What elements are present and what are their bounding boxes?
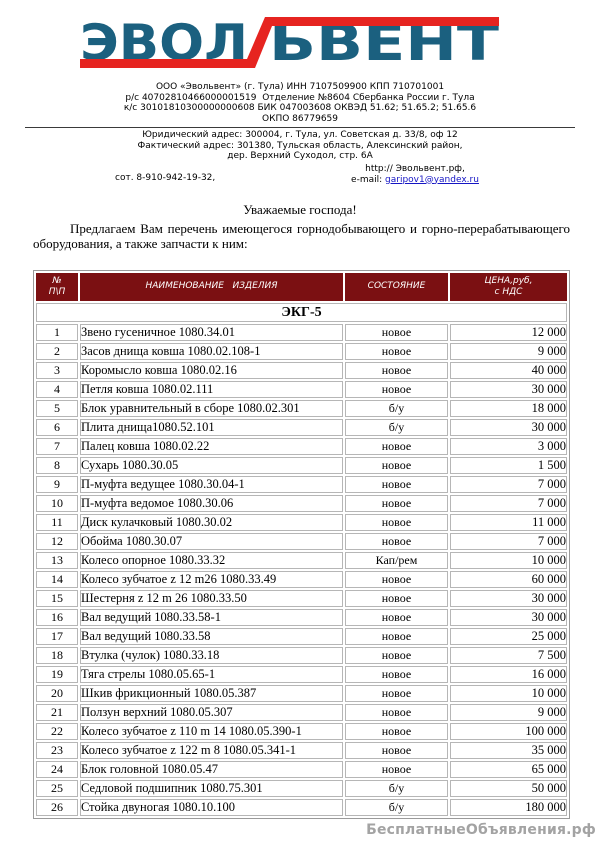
item-price: 12 000 [450,324,567,341]
item-state: новое [345,514,448,531]
table-row [36,685,567,702]
item-state: новое [345,324,448,341]
section-title: ЭКГ-5 [36,303,567,322]
item-state: новое [345,647,448,664]
item-name: Колесо зубчатое z 110 m 14 1080.05.390-1 [80,723,343,740]
row-number: 3 [36,362,78,379]
row-number: 8 [36,457,78,474]
item-state: новое [345,533,448,550]
actual-address-line2: дер. Верхний Суходол, стр. 6А [227,151,373,162]
web-contacts [295,164,535,185]
corr-account-line: к/с 30101810300000000608 БИК 047003608 ОКВЭД 51.62; 51.65.2; 51.65.6 [123,103,477,114]
address-block [25,130,575,162]
item-price: 1 500 [450,457,567,474]
item-name: Колесо опорное 1080.33.32 [80,552,343,569]
table-row [36,742,567,759]
row-number: 9 [36,476,78,493]
item-price: 18 000 [450,400,567,417]
item-price: 65 000 [450,761,567,778]
row-number: 2 [36,343,78,360]
logo-text-left: ЭВОЛ [80,14,249,72]
table-row [36,628,567,645]
item-state: новое [345,761,448,778]
item-price: 100 000 [450,723,567,740]
row-number: 10 [36,495,78,512]
item-price: 16 000 [450,666,567,683]
item-price: 180 000 [450,799,567,816]
item-state: новое [345,590,448,607]
item-name: Засов днища ковша 1080.02.108-1 [80,343,343,360]
row-number: 15 [36,590,78,607]
item-price: 60 000 [450,571,567,588]
item-state: б/у [345,799,448,816]
item-price: 30 000 [450,590,567,607]
row-number: 11 [36,514,78,531]
row-number: 1 [36,324,78,341]
item-name: Палец ковша 1080.02.22 [80,438,343,455]
row-number: 21 [36,704,78,721]
item-state: новое [345,343,448,360]
item-price: 9 000 [450,704,567,721]
item-price: 40 000 [450,362,567,379]
okpo-line: ОКПО 86779659 [262,114,338,125]
document-page [0,2,600,846]
table-row [36,571,567,588]
item-name: Плита днища1080.52.101 [80,419,343,436]
item-name: Диск кулачковый 1080.30.02 [80,514,343,531]
item-name: Вал ведущий 1080.33.58 [80,628,343,645]
item-price: 7 000 [450,533,567,550]
col-header-price-line1: ЦЕНА,руб, [484,275,533,286]
row-number: 14 [36,571,78,588]
table-row [36,514,567,531]
price-table [33,270,570,819]
table-row [36,647,567,664]
item-price: 10 000 [450,685,567,702]
item-name: Коромысло ковша 1080.02.16 [80,362,343,379]
table-row [36,533,567,550]
table-row [36,495,567,512]
table-row [36,590,567,607]
table-row [36,400,567,417]
row-number: 22 [36,723,78,740]
email-line [295,175,535,186]
row-number: 26 [36,799,78,816]
item-state: новое [345,362,448,379]
col-header-state: СОСТОЯНИЕ [345,273,448,301]
item-state: новое [345,742,448,759]
row-number: 16 [36,609,78,626]
item-state: новое [345,666,448,683]
item-state: новое [345,571,448,588]
item-price: 7 500 [450,647,567,664]
item-price: 35 000 [450,742,567,759]
company-logo [0,2,600,82]
col-header-name: НАИМЕНОВАНИЕ ИЗДЕЛИЯ [80,273,343,301]
item-price: 3 000 [450,438,567,455]
table-row [36,761,567,778]
company-name-line: ООО «Эвольвент» (г. Тула) ИНН 7107509900 КПП 710701001 [155,82,445,92]
item-state: б/у [345,400,448,417]
table-row [36,476,567,493]
table-row [36,343,567,360]
phone-number: сот. 8-910-942-19-32, [115,172,216,183]
item-price: 7 000 [450,495,567,512]
item-state: Кап/рем [345,552,448,569]
col-header-price [450,273,567,301]
section-row [36,303,567,322]
item-price: 25 000 [450,628,567,645]
item-name: Стойка двуногая 1080.10.100 [80,799,343,816]
item-name: Колесо зубчатое z 122 m 8 1080.05.341-1 [80,742,343,759]
row-number: 20 [36,685,78,702]
row-number: 6 [36,419,78,436]
item-name: Втулка (чулок) 1080.33.18 [80,647,343,664]
site-watermark: БесплатныеОбъявления.рф [366,822,596,838]
item-name: Шестерня z 12 m 26 1080.33.50 [80,590,343,607]
table-header-row [36,273,567,301]
item-price: 9 000 [450,343,567,360]
item-name: Звено гусеничное 1080.34.01 [80,324,343,341]
item-state: новое [345,438,448,455]
actual-address-line1: Фактический адрес: 301380, Тульская область, Алексинский район, [137,140,463,151]
item-state: новое [345,381,448,398]
table-row [36,780,567,797]
website: http:// Эвольвент.рф, [365,163,465,174]
item-name: Блок уравнительный в сборе 1080.02.301 [80,400,343,417]
item-name: Блок головной 1080.05.47 [80,761,343,778]
logo-text-right: ЬВЕНТ [269,14,499,72]
table-row [36,704,567,721]
item-name: Сухарь 1080.30.05 [80,457,343,474]
item-state: новое [345,457,448,474]
row-number: 17 [36,628,78,645]
item-state: новое [345,495,448,512]
item-price: 50 000 [450,780,567,797]
item-name: Вал ведущий 1080.33.58-1 [80,609,343,626]
item-state: б/у [345,419,448,436]
table-row [36,419,567,436]
table-row [36,381,567,398]
salutation: Уважаемые господа! [243,201,357,217]
email-label: e-mail: [351,174,386,185]
table-row [36,324,567,341]
item-state: новое [345,685,448,702]
row-number: 24 [36,761,78,778]
item-name: Колесо зубчатое z 12 m26 1080.33.49 [80,571,343,588]
table-row [36,666,567,683]
item-name: П-муфта ведомое 1080.30.06 [80,495,343,512]
col-header-num-line1: № [52,275,62,286]
item-name: П-муфта ведущее 1080.30.04-1 [80,476,343,493]
table-row [36,362,567,379]
row-number: 19 [36,666,78,683]
item-state: б/у [345,780,448,797]
table-row [36,609,567,626]
row-number: 18 [36,647,78,664]
col-header-num [36,273,78,301]
row-number: 5 [36,400,78,417]
item-price: 30 000 [450,609,567,626]
settlement-account-line: р/с 40702810466000001519 Отделение №8604 Сбербанка России г. Тула [125,92,475,103]
item-name: Петля ковша 1080.02.111 [80,381,343,398]
contact-row [25,164,575,194]
legal-address: Юридический адрес: 300004, г. Тула, ул. Советская д. 33/8, оф 12 [142,129,458,140]
table-row [36,799,567,816]
item-name: Ползун верхний 1080.05.307 [80,704,343,721]
col-header-price-line2: с НДС [494,286,523,297]
row-number: 25 [36,780,78,797]
bank-requisites [25,82,575,128]
item-price: 30 000 [450,381,567,398]
item-state: новое [345,628,448,645]
row-number: 12 [36,533,78,550]
item-state: новое [345,609,448,626]
email-link[interactable]: garipov1@yandex.ru [385,174,479,185]
table-body [36,324,567,816]
item-price: 11 000 [450,514,567,531]
row-number: 4 [36,381,78,398]
col-header-num-line2: П\П [48,286,66,297]
letter-body: Предлагаем Вам перечень имеющегося горнодобывающего и горно-перерабатывающего оборудования, а также запчасти к ним: [33,220,570,252]
row-number: 23 [36,742,78,759]
item-price: 30 000 [450,419,567,436]
table-row [36,438,567,455]
table-row [36,552,567,569]
row-number: 7 [36,438,78,455]
item-price: 7 000 [450,476,567,493]
item-name: Шкив фрикционный 1080.05.387 [80,685,343,702]
item-name: Тяга стрелы 1080.05.65-1 [80,666,343,683]
table-row [36,723,567,740]
item-state: новое [345,476,448,493]
item-state: новое [345,704,448,721]
row-number: 13 [36,552,78,569]
item-name: Обойма 1080.30.07 [80,533,343,550]
item-state: новое [345,723,448,740]
table-row [36,457,567,474]
item-name: Седловой подшипник 1080.75.301 [80,780,343,797]
item-price: 10 000 [450,552,567,569]
